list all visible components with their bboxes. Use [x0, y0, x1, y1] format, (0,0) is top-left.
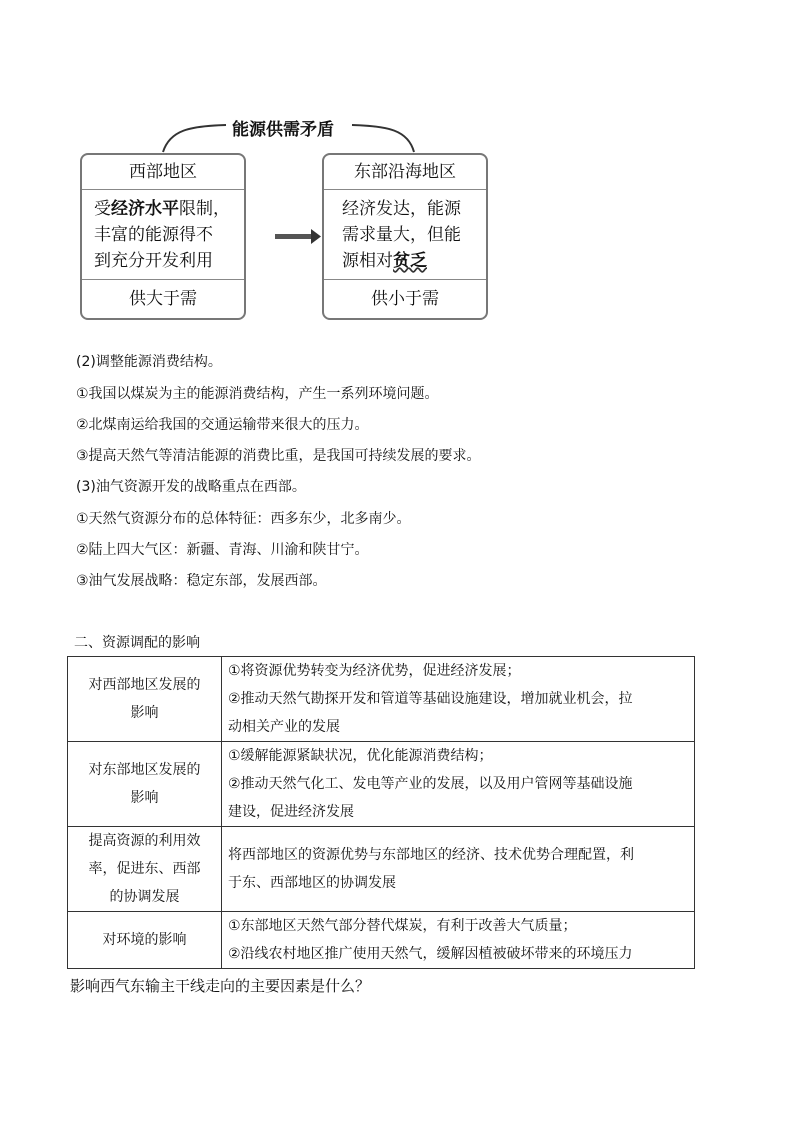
- table-row: [68, 912, 695, 969]
- west-region-header: 西部地区: [82, 155, 244, 190]
- east-emphasis: 贫乏: [393, 251, 427, 271]
- text-line: ①我国以煤炭为主的能源消费结构，产生一系列环境问题。: [76, 386, 439, 402]
- impact-table: [67, 656, 695, 969]
- text-line: (2)调整能源消费结构。: [76, 354, 222, 370]
- text-line: ②北煤南运给我国的交通运输带来很大的压力。: [76, 417, 369, 433]
- text-line: ①天然气资源分布的总体特征：西多东少，北多南少。: [76, 511, 411, 527]
- question-text: 影响西气东输主干线走向的主要因素是什么？: [70, 977, 371, 995]
- table-row: [68, 657, 695, 742]
- section-heading: 二、资源调配的影响: [74, 635, 200, 651]
- text-line: ③提高天然气等清洁能源的消费比重，是我国可持续发展的要求。: [76, 448, 481, 464]
- east-region-footer: 供小于需: [371, 289, 439, 309]
- row-label: 对东部地区发展的 影响: [68, 742, 222, 827]
- row-value: ①将资源优势转变为经济优势，促进经济发展； ②推动天然气勘探开发和管道等基础设施建设，增加就业机会，拉 动相关产业的发展: [222, 657, 695, 742]
- west-region-body: 受经济水平限制， 丰富的能源得不 到充分开发利用: [82, 190, 244, 280]
- row-value: ①东部地区天然气部分替代煤炭，有利于改善大气质量； ②沿线农村地区推广使用天然气，缓解因植被破坏带来的环境压力: [222, 912, 695, 969]
- text-line: ③油气发展战略：稳定东部，发展西部。: [76, 573, 327, 589]
- arrow-right-icon: [275, 229, 321, 244]
- west-region-footer: 供大于需: [129, 289, 197, 309]
- east-region-header: 东部沿海地区: [324, 155, 486, 190]
- east-region-body: 经济发达，能源 需求量大，但能 源相对贫乏: [324, 190, 486, 280]
- west-region-box: [80, 153, 246, 320]
- diagram-title: 能源供需矛盾: [232, 120, 334, 140]
- table-row: [68, 742, 695, 827]
- row-value: ①缓解能源紧缺状况，优化能源消费结构； ②推动天然气化工、发电等产业的发展，以及用户管网等基础设施 建设，促进经济发展: [222, 742, 695, 827]
- row-label: 对西部地区发展的 影响: [68, 657, 222, 742]
- row-label: 提高资源的利用效 率，促进东、西部 的协调发展: [68, 827, 222, 912]
- west-emphasis: 经济水平: [111, 199, 179, 219]
- row-value: 将西部地区的资源优势与东部地区的经济、技术优势合理配置，利 于东、西部地区的协调发展: [222, 827, 695, 912]
- text-line: (3)油气资源开发的战略重点在西部。: [76, 479, 306, 495]
- east-region-box: [322, 153, 488, 320]
- table-row: [68, 827, 695, 912]
- text-line: ②陆上四大气区：新疆、青海、川渝和陕甘宁。: [76, 542, 369, 558]
- row-label: 对环境的影响: [68, 912, 222, 969]
